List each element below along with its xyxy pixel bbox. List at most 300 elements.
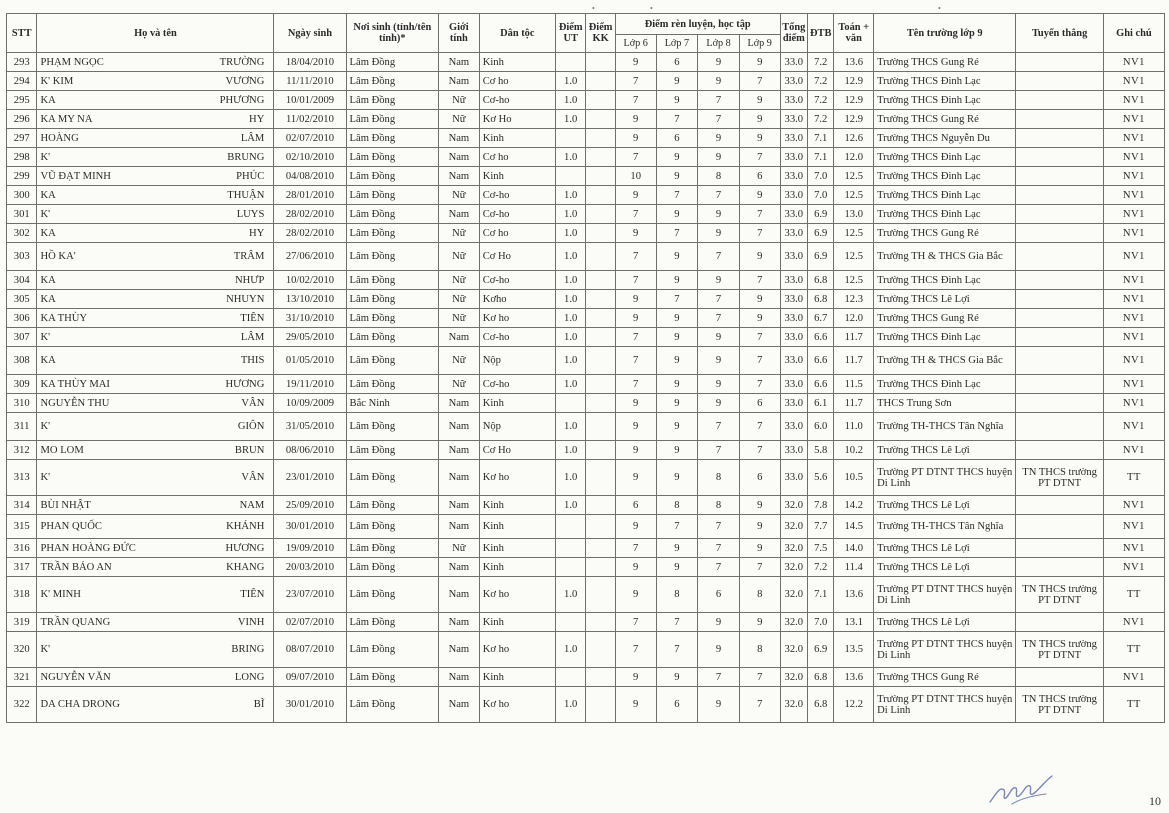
- cell-ho-dem: KA THÙY MAI: [40, 378, 110, 390]
- cell-gioi-tinh: Nam: [439, 129, 480, 148]
- cell-ngay-sinh: 20/03/2010: [274, 558, 346, 577]
- cell-ho-dem: K': [40, 472, 51, 483]
- cell-ho-ten: [37, 167, 274, 186]
- cell-ho-ten: [37, 632, 274, 668]
- cell-ghi-chu: NV1: [1103, 72, 1164, 91]
- table-row: [7, 205, 1165, 224]
- cell-lop7: 8: [656, 577, 698, 613]
- cell-tuyen-thang: TN THCS trường PT DTNT: [1016, 460, 1103, 496]
- cell-diem-ut: [555, 515, 585, 539]
- cell-lop8: 7: [698, 413, 740, 441]
- cell-lop6: 9: [615, 224, 656, 243]
- cell-lop9: 7: [739, 668, 780, 687]
- cell-ngay-sinh: 10/09/2009: [274, 394, 346, 413]
- cell-lop7: 9: [656, 91, 698, 110]
- cell-ghi-chu: NV1: [1103, 129, 1164, 148]
- table-row: [7, 668, 1165, 687]
- cell-ngay-sinh: 29/05/2010: [274, 328, 346, 347]
- cell-noi-sinh: Lâm Đồng: [346, 129, 439, 148]
- cell-noi-sinh: Lâm Đồng: [346, 148, 439, 167]
- cell-tong-diem: 32.0: [780, 577, 807, 613]
- header-truong-lop9: Tên trường lớp 9: [874, 14, 1016, 53]
- cell-diem-ut: [555, 668, 585, 687]
- cell-tong-diem: 32.0: [780, 687, 807, 723]
- cell-dan-toc: Kinh: [479, 129, 555, 148]
- cell-ten: NHUYN: [226, 293, 265, 305]
- cell-truong-lop9: Trường THCS Đinh Lạc: [874, 148, 1016, 167]
- cell-diem-ut: 1.0: [555, 496, 585, 515]
- cell-dan-toc: Kinh: [479, 515, 555, 539]
- cell-dtb: 7.1: [808, 577, 834, 613]
- cell-diem-kk: [586, 309, 615, 328]
- cell-noi-sinh: Lâm Đồng: [346, 290, 439, 309]
- cell-lop8: 7: [698, 558, 740, 577]
- cell-gioi-tinh: Nam: [439, 328, 480, 347]
- cell-dtb: 6.6: [808, 375, 834, 394]
- cell-diem-kk: [586, 205, 615, 224]
- cell-ho-dem: KA THÙY: [40, 312, 88, 324]
- cell-ngay-sinh: 01/05/2010: [274, 347, 346, 375]
- cell-diem-ut: 1.0: [555, 460, 585, 496]
- cell-stt: 296: [7, 110, 37, 129]
- cell-toan-van: 14.2: [834, 496, 874, 515]
- cell-ngay-sinh: 10/02/2010: [274, 271, 346, 290]
- cell-tong-diem: 33.0: [780, 271, 807, 290]
- cell-dan-toc: Kơ ho: [479, 687, 555, 723]
- cell-stt: 293: [7, 53, 37, 72]
- table-row: [7, 110, 1165, 129]
- cell-tuyen-thang: [1016, 91, 1103, 110]
- cell-ngay-sinh: 10/01/2009: [274, 91, 346, 110]
- cell-diem-ut: 1.0: [555, 632, 585, 668]
- cell-lop7: 9: [656, 558, 698, 577]
- cell-ngay-sinh: 23/07/2010: [274, 577, 346, 613]
- cell-toan-van: 13.6: [834, 53, 874, 72]
- cell-ho-dem: KA: [40, 355, 56, 366]
- cell-diem-ut: 1.0: [555, 91, 585, 110]
- cell-ngay-sinh: 19/11/2010: [274, 375, 346, 394]
- cell-ho-dem: KA: [40, 293, 56, 305]
- cell-noi-sinh: Lâm Đồng: [346, 205, 439, 224]
- cell-dan-toc: Kinh: [479, 496, 555, 515]
- cell-tong-diem: 32.0: [780, 496, 807, 515]
- cell-ho-dem: KA: [40, 94, 56, 106]
- cell-dan-toc: Nộp: [479, 413, 555, 441]
- cell-diem-kk: [586, 577, 615, 613]
- cell-lop9: 9: [739, 290, 780, 309]
- scan-mark: •: [938, 4, 941, 13]
- cell-ten: LÂM: [240, 132, 265, 144]
- cell-lop8: 7: [698, 539, 740, 558]
- cell-toan-van: 11.4: [834, 558, 874, 577]
- cell-dan-toc: Cơ-ho: [479, 328, 555, 347]
- cell-stt: 318: [7, 577, 37, 613]
- cell-diem-kk: [586, 91, 615, 110]
- cell-ngay-sinh: 09/07/2010: [274, 668, 346, 687]
- cell-diem-ut: [555, 394, 585, 413]
- cell-dan-toc: Cơ ho: [479, 72, 555, 91]
- cell-toan-van: 11.7: [834, 394, 874, 413]
- admission-score-table: [6, 13, 1165, 723]
- cell-ho-ten: [37, 441, 274, 460]
- cell-ghi-chu: NV1: [1103, 148, 1164, 167]
- cell-tuyen-thang: [1016, 290, 1103, 309]
- table-row: [7, 290, 1165, 309]
- cell-toan-van: 12.5: [834, 167, 874, 186]
- cell-noi-sinh: Lâm Đồng: [346, 441, 439, 460]
- table-row: [7, 460, 1165, 496]
- cell-toan-van: 10.5: [834, 460, 874, 496]
- cell-ho-dem: NGUYỄN THU: [40, 397, 110, 409]
- table-row: [7, 496, 1165, 515]
- cell-lop9: 9: [739, 539, 780, 558]
- cell-lop8: 9: [698, 205, 740, 224]
- cell-stt: 309: [7, 375, 37, 394]
- cell-ho-dem: KA: [40, 227, 56, 239]
- cell-tuyen-thang: [1016, 72, 1103, 91]
- cell-diem-kk: [586, 186, 615, 205]
- cell-lop9: 7: [739, 72, 780, 91]
- cell-gioi-tinh: Nam: [439, 53, 480, 72]
- cell-ho-dem: PHAN HOÀNG ĐỨC: [40, 542, 136, 554]
- cell-dtb: 6.7: [808, 309, 834, 328]
- cell-tong-diem: 33.0: [780, 375, 807, 394]
- cell-noi-sinh: Lâm Đồng: [346, 224, 439, 243]
- cell-toan-van: 14.5: [834, 515, 874, 539]
- cell-gioi-tinh: Nam: [439, 687, 480, 723]
- cell-stt: 320: [7, 632, 37, 668]
- cell-dan-toc: Kinh: [479, 394, 555, 413]
- cell-gioi-tinh: Nam: [439, 167, 480, 186]
- cell-ho-ten: [37, 375, 274, 394]
- cell-noi-sinh: Lâm Đồng: [346, 687, 439, 723]
- cell-tuyen-thang: [1016, 224, 1103, 243]
- cell-lop7: 7: [656, 515, 698, 539]
- cell-diem-kk: [586, 687, 615, 723]
- cell-ten: BRUN: [234, 444, 265, 456]
- cell-ho-dem: BÙI NHẬT: [40, 499, 91, 511]
- cell-lop7: 9: [656, 271, 698, 290]
- cell-tuyen-thang: [1016, 413, 1103, 441]
- cell-lop8: 7: [698, 243, 740, 271]
- cell-ho-ten: [37, 539, 274, 558]
- cell-dan-toc: Cơ-ho: [479, 375, 555, 394]
- cell-lop7: 7: [656, 632, 698, 668]
- cell-ghi-chu: NV1: [1103, 328, 1164, 347]
- cell-ho-ten: [37, 224, 274, 243]
- cell-lop8: 8: [698, 460, 740, 496]
- table-row: [7, 515, 1165, 539]
- cell-truong-lop9: Trường THCS Đinh Lạc: [874, 328, 1016, 347]
- cell-dtb: 7.7: [808, 515, 834, 539]
- header-gioi-tinh: Giới tính: [439, 14, 480, 53]
- cell-ten: THUẬN: [227, 189, 265, 201]
- cell-dtb: 7.1: [808, 148, 834, 167]
- cell-lop9: 9: [739, 186, 780, 205]
- cell-dan-toc: Kơ ho: [479, 577, 555, 613]
- cell-lop8: 9: [698, 148, 740, 167]
- table-row: [7, 558, 1165, 577]
- cell-lop6: 7: [615, 72, 656, 91]
- cell-ngay-sinh: 19/09/2010: [274, 539, 346, 558]
- cell-ho-dem: NGUYỄN VĂN: [40, 671, 111, 683]
- cell-tuyen-thang: [1016, 148, 1103, 167]
- cell-ngay-sinh: 31/05/2010: [274, 413, 346, 441]
- cell-ngay-sinh: 23/01/2010: [274, 460, 346, 496]
- cell-diem-ut: [555, 613, 585, 632]
- table-row: [7, 328, 1165, 347]
- cell-dtb: 6.8: [808, 687, 834, 723]
- header-lop9: Lớp 9: [739, 35, 780, 53]
- cell-diem-kk: [586, 224, 615, 243]
- cell-tong-diem: 32.0: [780, 515, 807, 539]
- cell-gioi-tinh: Nam: [439, 515, 480, 539]
- cell-lop7: 9: [656, 394, 698, 413]
- cell-dan-toc: Cơ Ho: [479, 243, 555, 271]
- cell-lop7: 9: [656, 375, 698, 394]
- cell-toan-van: 12.5: [834, 224, 874, 243]
- cell-lop6: 7: [615, 632, 656, 668]
- cell-lop6: 7: [615, 375, 656, 394]
- cell-ten: HY: [249, 113, 265, 125]
- table-row: [7, 632, 1165, 668]
- cell-lop6: 7: [615, 205, 656, 224]
- cell-lop8: 7: [698, 290, 740, 309]
- cell-dtb: 7.0: [808, 186, 834, 205]
- cell-noi-sinh: Lâm Đồng: [346, 243, 439, 271]
- cell-ghi-chu: NV1: [1103, 515, 1164, 539]
- cell-dtb: 7.2: [808, 91, 834, 110]
- cell-lop8: 9: [698, 375, 740, 394]
- cell-tong-diem: 33.0: [780, 167, 807, 186]
- cell-noi-sinh: Lâm Đồng: [346, 496, 439, 515]
- cell-lop7: 9: [656, 460, 698, 496]
- cell-tuyen-thang: [1016, 515, 1103, 539]
- cell-dtb: 6.1: [808, 394, 834, 413]
- cell-dtb: 7.5: [808, 539, 834, 558]
- cell-tuyen-thang: [1016, 328, 1103, 347]
- cell-tong-diem: 33.0: [780, 460, 807, 496]
- cell-ho-ten: [37, 91, 274, 110]
- cell-lop6: 9: [615, 413, 656, 441]
- header-tuyen-thang: Tuyển thẳng: [1016, 14, 1103, 53]
- cell-toan-van: 12.2: [834, 687, 874, 723]
- table-row: [7, 413, 1165, 441]
- cell-tong-diem: 33.0: [780, 129, 807, 148]
- cell-ho-ten: [37, 186, 274, 205]
- cell-ngay-sinh: 30/01/2010: [274, 687, 346, 723]
- cell-ho-ten: [37, 110, 274, 129]
- cell-ghi-chu: TT: [1103, 687, 1164, 723]
- cell-diem-kk: [586, 558, 615, 577]
- cell-diem-ut: 1.0: [555, 148, 585, 167]
- table-row: [7, 577, 1165, 613]
- cell-noi-sinh: Lâm Đồng: [346, 347, 439, 375]
- cell-lop6: 9: [615, 515, 656, 539]
- cell-truong-lop9: Trường THCS Đinh Lạc: [874, 167, 1016, 186]
- cell-ghi-chu: TT: [1103, 460, 1164, 496]
- cell-tuyen-thang: [1016, 271, 1103, 290]
- table-header: [7, 14, 1165, 53]
- cell-lop9: 9: [739, 309, 780, 328]
- cell-ten: VÂN: [241, 472, 265, 483]
- cell-diem-ut: 1.0: [555, 413, 585, 441]
- cell-ho-dem: PHẠM NGỌC: [40, 56, 104, 68]
- cell-lop6: 7: [615, 539, 656, 558]
- cell-tong-diem: 33.0: [780, 290, 807, 309]
- table-row: [7, 613, 1165, 632]
- cell-ten: THIS: [240, 355, 265, 366]
- cell-ngay-sinh: 18/04/2010: [274, 53, 346, 72]
- cell-ho-dem: PHAN QUỐC: [40, 521, 102, 532]
- cell-ghi-chu: NV1: [1103, 347, 1164, 375]
- cell-lop9: 7: [739, 375, 780, 394]
- cell-toan-van: 12.0: [834, 148, 874, 167]
- cell-ten: KHÁNH: [226, 521, 265, 532]
- cell-lop8: 7: [698, 309, 740, 328]
- cell-ho-ten: [37, 496, 274, 515]
- cell-noi-sinh: Lâm Đồng: [346, 613, 439, 632]
- cell-stt: 322: [7, 687, 37, 723]
- cell-dan-toc: Kinh: [479, 167, 555, 186]
- cell-diem-kk: [586, 460, 615, 496]
- cell-ho-ten: [37, 53, 274, 72]
- cell-ho-dem: KA MY NA: [40, 113, 93, 125]
- cell-ho-ten: [37, 460, 274, 496]
- cell-tuyen-thang: [1016, 375, 1103, 394]
- cell-ghi-chu: NV1: [1103, 558, 1164, 577]
- cell-tong-diem: 32.0: [780, 668, 807, 687]
- cell-tong-diem: 32.0: [780, 632, 807, 668]
- cell-toan-van: 10.2: [834, 441, 874, 460]
- cell-dan-toc: Cơ-ho: [479, 186, 555, 205]
- cell-diem-ut: 1.0: [555, 328, 585, 347]
- cell-ho-dem: VŨ ĐẠT MINH: [40, 170, 111, 182]
- scan-mark: •: [650, 4, 653, 13]
- cell-lop9: 6: [739, 394, 780, 413]
- cell-dtb: 6.9: [808, 632, 834, 668]
- cell-lop8: 9: [698, 347, 740, 375]
- cell-lop7: 9: [656, 668, 698, 687]
- cell-tong-diem: 32.0: [780, 539, 807, 558]
- cell-gioi-tinh: Nam: [439, 558, 480, 577]
- cell-lop9: 8: [739, 632, 780, 668]
- cell-noi-sinh: Lâm Đồng: [346, 515, 439, 539]
- cell-dtb: 6.8: [808, 271, 834, 290]
- cell-ghi-chu: NV1: [1103, 613, 1164, 632]
- cell-stt: 305: [7, 290, 37, 309]
- cell-dtb: 6.6: [808, 328, 834, 347]
- cell-ten: VƯƠNG: [225, 75, 265, 87]
- cell-ten: KHANG: [226, 561, 265, 573]
- cell-truong-lop9: THCS Trung Sơn: [874, 394, 1016, 413]
- cell-lop8: 8: [698, 167, 740, 186]
- cell-lop9: 9: [739, 91, 780, 110]
- cell-diem-kk: [586, 515, 615, 539]
- cell-diem-kk: [586, 441, 615, 460]
- cell-tuyen-thang: [1016, 129, 1103, 148]
- cell-ngay-sinh: 08/06/2010: [274, 441, 346, 460]
- cell-lop8: 9: [698, 394, 740, 413]
- cell-diem-ut: 1.0: [555, 577, 585, 613]
- cell-tuyen-thang: [1016, 394, 1103, 413]
- cell-lop8: 9: [698, 271, 740, 290]
- cell-tuyen-thang: TN THCS trường PT DTNT: [1016, 632, 1103, 668]
- cell-stt: 316: [7, 539, 37, 558]
- cell-noi-sinh: Lâm Đồng: [346, 413, 439, 441]
- cell-dtb: 6.0: [808, 413, 834, 441]
- cell-diem-ut: 1.0: [555, 687, 585, 723]
- cell-lop7: 9: [656, 309, 698, 328]
- cell-lop6: 9: [615, 668, 656, 687]
- cell-ngay-sinh: 27/06/2010: [274, 243, 346, 271]
- cell-lop7: 9: [656, 413, 698, 441]
- cell-ho-dem: K': [40, 208, 51, 220]
- cell-ten: GIÔN: [237, 421, 265, 432]
- cell-stt: 314: [7, 496, 37, 515]
- cell-ghi-chu: NV1: [1103, 441, 1164, 460]
- cell-lop8: 9: [698, 687, 740, 723]
- cell-truong-lop9: Trường THCS Lê Lợi: [874, 441, 1016, 460]
- cell-diem-kk: [586, 148, 615, 167]
- cell-lop8: 9: [698, 632, 740, 668]
- cell-lop7: 8: [656, 496, 698, 515]
- cell-lop9: 7: [739, 205, 780, 224]
- cell-ho-ten: [37, 290, 274, 309]
- cell-ten: BĨ: [253, 699, 265, 710]
- cell-diem-kk: [586, 375, 615, 394]
- cell-diem-ut: 1.0: [555, 347, 585, 375]
- cell-truong-lop9: Trường PT DTNT THCS huyện Di Linh: [874, 460, 1016, 496]
- header-stt: STT: [7, 14, 37, 53]
- cell-toan-van: 12.5: [834, 186, 874, 205]
- cell-dtb: 7.0: [808, 613, 834, 632]
- cell-ho-ten: [37, 243, 274, 271]
- cell-dan-toc: Kơho: [479, 290, 555, 309]
- cell-ho-ten: [37, 328, 274, 347]
- cell-ten: NAM: [239, 499, 265, 511]
- cell-dtb: 7.2: [808, 558, 834, 577]
- cell-ngay-sinh: 04/08/2010: [274, 167, 346, 186]
- cell-lop9: 9: [739, 110, 780, 129]
- cell-dtb: 6.9: [808, 205, 834, 224]
- cell-ho-dem: TRẦN QUANG: [40, 616, 111, 628]
- cell-tong-diem: 33.0: [780, 328, 807, 347]
- cell-stt: 301: [7, 205, 37, 224]
- cell-lop6: 7: [615, 271, 656, 290]
- cell-gioi-tinh: Nam: [439, 148, 480, 167]
- cell-ho-ten: [37, 613, 274, 632]
- cell-dan-toc: Kơ ho: [479, 460, 555, 496]
- cell-lop6: 7: [615, 347, 656, 375]
- cell-diem-ut: 1.0: [555, 72, 585, 91]
- cell-tong-diem: 32.0: [780, 558, 807, 577]
- cell-ghi-chu: NV1: [1103, 394, 1164, 413]
- cell-lop8: 7: [698, 91, 740, 110]
- cell-diem-ut: [555, 539, 585, 558]
- cell-dtb: 5.8: [808, 441, 834, 460]
- cell-tuyen-thang: [1016, 309, 1103, 328]
- cell-lop6: 7: [615, 148, 656, 167]
- cell-ho-dem: HỒ KA': [40, 251, 76, 262]
- cell-diem-kk: [586, 290, 615, 309]
- cell-ghi-chu: NV1: [1103, 205, 1164, 224]
- cell-tong-diem: 33.0: [780, 309, 807, 328]
- cell-tong-diem: 33.0: [780, 53, 807, 72]
- page-number: 10: [1149, 794, 1161, 808]
- cell-ten: PHƯƠNG: [219, 94, 265, 106]
- cell-gioi-tinh: Nữ: [439, 186, 480, 205]
